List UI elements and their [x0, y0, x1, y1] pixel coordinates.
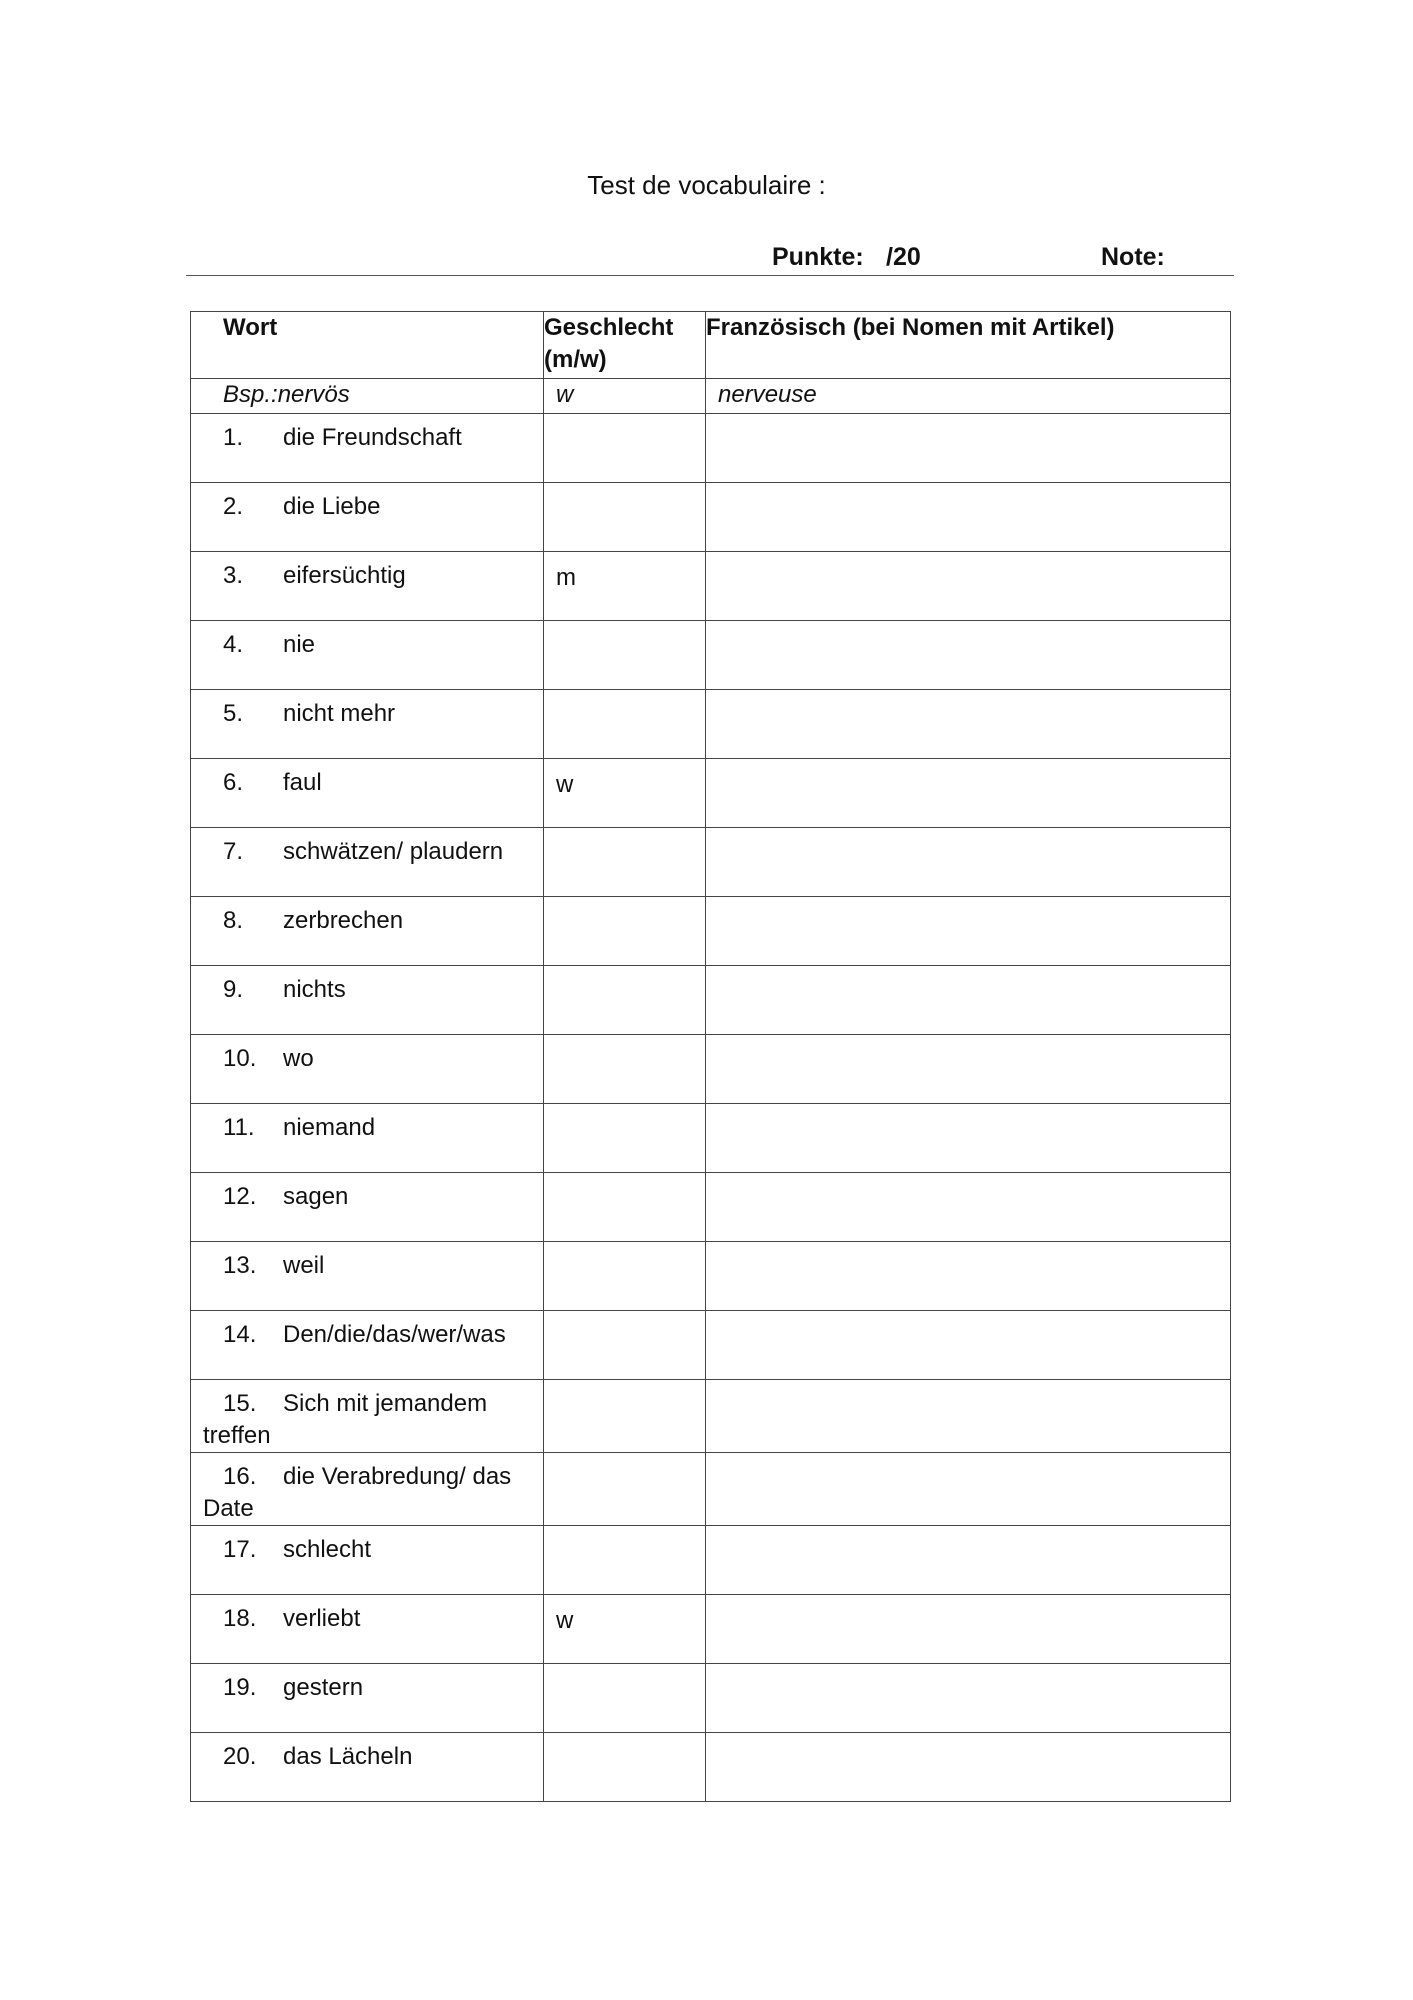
item-number: 4. — [223, 631, 244, 658]
gender-cell[interactable] — [544, 1595, 706, 1664]
table-row — [191, 1311, 1231, 1380]
french-answer-cell[interactable] — [706, 414, 1231, 483]
french-answer-cell[interactable] — [706, 1526, 1231, 1595]
gender-cell[interactable] — [544, 1242, 706, 1311]
word-cell — [191, 1595, 544, 1664]
item-gender — [544, 1035, 705, 1047]
gender-cell[interactable] — [544, 828, 706, 897]
item-word: wo — [283, 1045, 314, 1072]
french-answer-cell[interactable] — [706, 1453, 1231, 1526]
gender-cell[interactable] — [544, 1380, 706, 1453]
word-cell — [191, 1526, 544, 1595]
item-number: 1. — [223, 424, 244, 451]
item-number: 10. — [223, 1045, 257, 1072]
item-word: sagen — [283, 1183, 349, 1210]
example-word: Bsp.:nervös — [191, 379, 544, 414]
item-gender — [544, 1733, 705, 1745]
item-number: 7. — [223, 838, 244, 865]
french-answer-cell[interactable] — [706, 1311, 1231, 1380]
gender-cell[interactable] — [544, 1104, 706, 1173]
item-number: 13. — [223, 1252, 257, 1279]
table-row — [191, 1453, 1231, 1526]
item-gender — [544, 1173, 705, 1185]
table-row — [191, 1526, 1231, 1595]
gender-cell[interactable] — [544, 1664, 706, 1733]
table-row — [191, 414, 1231, 483]
item-number: 6. — [223, 769, 244, 796]
french-answer-cell[interactable] — [706, 966, 1231, 1035]
word-cell — [191, 483, 544, 552]
gender-cell[interactable] — [544, 1035, 706, 1104]
item-number: 20. — [223, 1743, 257, 1770]
item-number: 17. — [223, 1536, 257, 1563]
item-word: schlecht — [283, 1536, 372, 1563]
item-word: die Verabredung/ das Date — [203, 1463, 512, 1522]
item-number: 18. — [223, 1605, 257, 1632]
item-gender — [544, 483, 705, 495]
gender-cell[interactable] — [544, 414, 706, 483]
item-word: zerbrechen — [283, 907, 404, 934]
item-gender: w — [556, 1607, 574, 1634]
word-cell — [191, 759, 544, 828]
item-word: niemand — [283, 1114, 376, 1141]
item-gender — [544, 1453, 705, 1465]
gender-cell[interactable] — [544, 483, 706, 552]
item-gender — [544, 414, 705, 426]
table-row — [191, 1733, 1231, 1802]
item-number: 15. — [223, 1390, 257, 1417]
french-answer-cell[interactable] — [706, 1733, 1231, 1802]
vocabulary-table — [190, 311, 1231, 1802]
table-header-row — [191, 312, 1231, 379]
word-cell — [191, 1664, 544, 1733]
gender-cell[interactable] — [544, 1733, 706, 1802]
item-number: 16. — [223, 1463, 257, 1490]
french-answer-cell[interactable] — [706, 897, 1231, 966]
table-row — [191, 759, 1231, 828]
word-cell — [191, 1035, 544, 1104]
page-title: Test de vocabulaire : — [587, 170, 826, 200]
item-gender — [544, 828, 705, 840]
french-answer-cell[interactable] — [706, 1104, 1231, 1173]
item-number: 3. — [223, 562, 244, 589]
points-label: Punkte: — [772, 243, 864, 271]
table-row — [191, 690, 1231, 759]
french-answer-cell[interactable] — [706, 1595, 1231, 1664]
french-answer-cell[interactable] — [706, 1242, 1231, 1311]
table-row — [191, 552, 1231, 621]
item-number: 2. — [223, 493, 244, 520]
table-row — [191, 1173, 1231, 1242]
word-cell — [191, 897, 544, 966]
table-row — [191, 1104, 1231, 1173]
item-word: verliebt — [283, 1605, 361, 1632]
item-gender — [544, 1526, 705, 1538]
word-cell — [191, 1311, 544, 1380]
header-french: Französisch (bei Nomen mit Artikel) — [706, 312, 1231, 379]
score-line — [186, 243, 1234, 276]
french-answer-cell[interactable] — [706, 552, 1231, 621]
word-cell — [191, 552, 544, 621]
note-label: Note: — [1101, 243, 1165, 271]
gender-cell[interactable] — [544, 1453, 706, 1526]
gender-cell[interactable] — [544, 621, 706, 690]
gender-cell[interactable] — [544, 1173, 706, 1242]
item-gender — [544, 1104, 705, 1116]
item-gender — [544, 966, 705, 978]
french-answer-cell[interactable] — [706, 828, 1231, 897]
header-gender: Geschlecht (m/w) — [544, 312, 706, 379]
table-row — [191, 1380, 1231, 1453]
word-cell — [191, 621, 544, 690]
item-word: nicht mehr — [283, 700, 396, 727]
item-number: 5. — [223, 700, 244, 727]
item-gender — [544, 621, 705, 633]
gender-cell[interactable] — [544, 690, 706, 759]
item-number: 14. — [223, 1321, 257, 1348]
item-word: das Lächeln — [283, 1743, 413, 1770]
french-answer-cell[interactable] — [706, 759, 1231, 828]
table-row — [191, 1664, 1231, 1733]
french-answer-cell[interactable] — [706, 483, 1231, 552]
item-word: nichts — [283, 976, 346, 1003]
item-word: die Freundschaft — [283, 424, 462, 451]
example-gender: w — [544, 379, 706, 414]
french-answer-cell[interactable] — [706, 1035, 1231, 1104]
item-word: gestern — [283, 1674, 364, 1701]
table-row — [191, 1595, 1231, 1664]
word-cell — [191, 1242, 544, 1311]
table-row — [191, 1035, 1231, 1104]
word-cell — [191, 828, 544, 897]
item-word: Sich mit jemandem treffen — [203, 1390, 488, 1449]
table-row — [191, 828, 1231, 897]
item-gender — [544, 1664, 705, 1676]
item-number: 9. — [223, 976, 244, 1003]
table-row — [191, 1242, 1231, 1311]
item-word: eifersüchtig — [283, 562, 406, 589]
gender-cell[interactable] — [544, 552, 706, 621]
french-answer-cell[interactable] — [706, 1380, 1231, 1453]
word-cell — [191, 1380, 544, 1453]
item-number: 12. — [223, 1183, 257, 1210]
table-row — [191, 621, 1231, 690]
gender-cell[interactable] — [544, 759, 706, 828]
item-number: 8. — [223, 907, 244, 934]
item-gender — [544, 1242, 705, 1254]
item-gender — [544, 690, 705, 702]
item-word: Den/die/das/wer/was — [283, 1321, 506, 1348]
item-gender: m — [556, 564, 576, 591]
word-cell — [191, 690, 544, 759]
gender-cell[interactable] — [544, 1311, 706, 1380]
item-number: 19. — [223, 1674, 257, 1701]
item-word: nie — [283, 631, 316, 658]
french-answer-cell[interactable] — [706, 1664, 1231, 1733]
item-gender: w — [556, 771, 574, 798]
gender-cell[interactable] — [544, 966, 706, 1035]
item-gender — [544, 1380, 705, 1392]
french-answer-cell[interactable] — [706, 690, 1231, 759]
word-cell — [191, 414, 544, 483]
item-gender — [544, 897, 705, 909]
item-word: schwätzen/ plaudern — [283, 838, 504, 865]
word-cell — [191, 966, 544, 1035]
item-number: 11. — [223, 1114, 255, 1141]
item-gender — [544, 1311, 705, 1323]
item-word: faul — [283, 769, 322, 796]
item-word: weil — [283, 1252, 325, 1279]
gender-cell[interactable] — [544, 1526, 706, 1595]
table-row — [191, 966, 1231, 1035]
word-cell — [191, 1733, 544, 1802]
gender-cell[interactable] — [544, 897, 706, 966]
table-row — [191, 897, 1231, 966]
points-value: /20 — [886, 243, 921, 271]
word-cell — [191, 1104, 544, 1173]
french-answer-cell[interactable] — [706, 1173, 1231, 1242]
word-cell — [191, 1453, 544, 1526]
french-answer-cell[interactable] — [706, 621, 1231, 690]
table-row — [191, 483, 1231, 552]
word-cell — [191, 1173, 544, 1242]
example-french: nerveuse — [706, 379, 1231, 414]
header-word: Wort — [191, 312, 544, 379]
example-row — [191, 379, 1231, 414]
item-word: die Liebe — [283, 493, 381, 520]
